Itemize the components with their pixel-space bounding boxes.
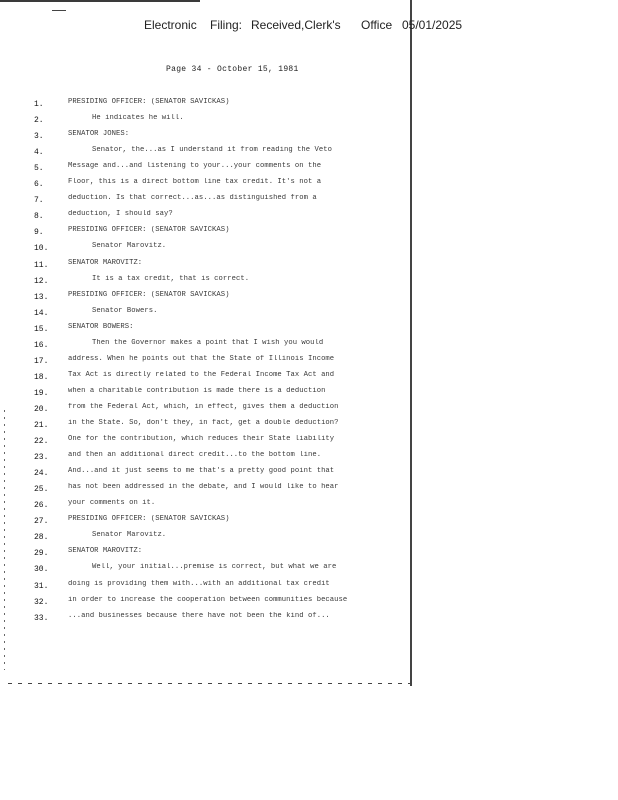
transcript-line — [0, 580, 410, 596]
line-text: Senator Marovitz. — [92, 242, 167, 251]
transcript-line — [0, 259, 410, 275]
filing-stamp-date: 05/01/2025 — [402, 18, 463, 32]
transcript-line — [0, 226, 410, 242]
line-text: Well, your initial...premise is correct, but what we are — [92, 563, 337, 572]
line-text: in the State. So, don't they, in fact, get a double deduction? — [68, 419, 339, 427]
transcript-line — [0, 596, 410, 612]
transcript-line — [0, 515, 410, 531]
transcript-line — [0, 371, 410, 387]
line-number: 19. — [34, 388, 49, 398]
line-text: ...and businesses because there have not been the kind of... — [68, 611, 330, 620]
line-text: has not been addressed in the debate, and I would like to hear — [68, 483, 339, 492]
line-number: 22. — [34, 437, 49, 447]
transcript-line — [0, 499, 410, 515]
line-number: 15. — [34, 324, 49, 334]
scan-mark — [52, 10, 66, 11]
transcript-line — [0, 194, 410, 210]
page-heading: Page 34 - October 15, 1981 — [166, 65, 299, 74]
transcript-line — [0, 563, 410, 579]
filing-stamp-received: Received,Clerk's — [251, 18, 341, 32]
transcript-line — [0, 467, 410, 483]
line-number: 17. — [34, 356, 49, 366]
filing-stamp-header — [0, 18, 618, 40]
transcript-line — [0, 114, 410, 130]
transcript-line — [0, 483, 410, 499]
line-number: 9. — [34, 228, 44, 238]
line-number: 11. — [34, 260, 49, 270]
line-number: 30. — [34, 565, 49, 575]
transcript-line — [0, 387, 410, 403]
scan-border-top — [0, 0, 200, 2]
scan-border-bottom — [8, 683, 410, 684]
transcript-line — [0, 162, 410, 178]
line-text: Tax Act is directly related to the Federal Income Tax Act and — [68, 370, 335, 379]
line-text: SENATOR MAROVITZ: — [68, 258, 143, 267]
line-number: 7. — [34, 196, 44, 206]
transcript-line — [0, 98, 410, 114]
transcript-line — [0, 547, 410, 563]
line-text: Floor, this is a direct bottom line tax credit. It's not a — [68, 178, 322, 187]
line-text: PRESIDING OFFICER: (SENATOR SAVICKAS) — [68, 515, 230, 524]
transcript-line — [0, 323, 410, 339]
line-number: 20. — [34, 404, 49, 414]
line-text: Senator Bowers. — [92, 306, 158, 315]
line-text: Senator Marovitz. — [92, 531, 167, 540]
transcript-line — [0, 451, 410, 467]
line-number: 14. — [34, 308, 49, 318]
filing-stamp-electronic: Electronic — [144, 18, 197, 32]
line-text: and then an additional direct credit...to the bottom line. — [68, 451, 322, 460]
line-number: 3. — [34, 132, 44, 142]
line-text: deduction, I should say? — [68, 210, 173, 219]
line-number: 29. — [34, 549, 49, 559]
line-number: 13. — [34, 292, 49, 302]
line-text: address. When he points out that the State of Illinois Income — [68, 354, 335, 363]
line-text: And...and it just seems to me that's a pretty good point that — [68, 467, 335, 476]
line-text: One for the contribution, which reduces their State liability — [68, 435, 335, 444]
line-text: when a charitable contribution is made there is a deduction — [68, 386, 326, 395]
transcript-line — [0, 531, 410, 547]
line-text: deduction. Is that correct...as...as distinguished from a — [68, 194, 317, 203]
line-text: Then the Governor makes a point that I wish you would — [92, 338, 324, 347]
transcript-line — [0, 275, 410, 291]
line-number: 1. — [34, 100, 44, 109]
transcript-line — [0, 339, 410, 355]
line-text: PRESIDING OFFICER: (SENATOR SAVICKAS) — [68, 290, 230, 299]
line-number: 32. — [34, 597, 49, 607]
line-number: 2. — [34, 116, 44, 126]
line-number: 18. — [34, 372, 49, 382]
transcript-body — [0, 98, 410, 638]
line-number: 21. — [34, 421, 49, 430]
line-number: 26. — [34, 501, 49, 511]
transcript-line — [0, 435, 410, 451]
line-text: SENATOR JONES: — [68, 130, 130, 139]
filing-stamp-office: Office — [361, 18, 393, 32]
line-text: your comments on it. — [68, 499, 156, 508]
line-text: in order to increase the cooperation between communities because — [68, 595, 348, 604]
transcript-line — [0, 130, 410, 146]
line-number: 8. — [34, 212, 44, 222]
transcript-line — [0, 355, 410, 371]
line-text: SENATOR MAROVITZ: — [68, 547, 143, 556]
transcript-line — [0, 178, 410, 194]
line-number: 6. — [34, 180, 44, 190]
transcript-line — [0, 146, 410, 162]
line-text: Senator, the...as I understand it from reading the Veto — [92, 146, 332, 155]
transcript-line — [0, 210, 410, 226]
line-number: 5. — [34, 164, 44, 174]
transcript-line — [0, 419, 410, 435]
line-number: 23. — [34, 453, 49, 463]
transcript-line — [0, 242, 410, 258]
line-number: 12. — [34, 276, 49, 286]
filing-stamp-filing: Filing: — [210, 18, 243, 32]
line-number: 24. — [34, 469, 49, 479]
scan-border-right — [410, 0, 412, 686]
transcript-line — [0, 307, 410, 323]
line-number: 4. — [34, 148, 44, 158]
line-number: 27. — [34, 517, 49, 527]
line-number: 31. — [34, 581, 49, 591]
line-text: PRESIDING OFFICER: (SENATOR SAVICKAS) — [68, 98, 230, 106]
line-text: Message and...and listening to your...your comments on the — [68, 162, 322, 171]
line-text: PRESIDING OFFICER: (SENATOR SAVICKAS) — [68, 226, 230, 235]
line-text: It is a tax credit, that is correct. — [92, 274, 250, 283]
line-number: 16. — [34, 340, 49, 350]
line-number: 28. — [34, 533, 49, 543]
transcript-line — [0, 612, 410, 628]
transcript-line — [0, 403, 410, 419]
line-number: 33. — [34, 613, 49, 623]
line-text: He indicates he will. — [92, 114, 184, 123]
line-number: 10. — [34, 244, 49, 254]
transcript-line — [0, 291, 410, 307]
line-text: SENATOR BOWERS: — [68, 322, 134, 331]
line-text: from the Federal Act, which, in effect, gives them a deduction — [68, 402, 339, 411]
line-text: doing is providing them with...with an additional tax credit — [68, 579, 330, 588]
line-number: 25. — [34, 485, 49, 495]
